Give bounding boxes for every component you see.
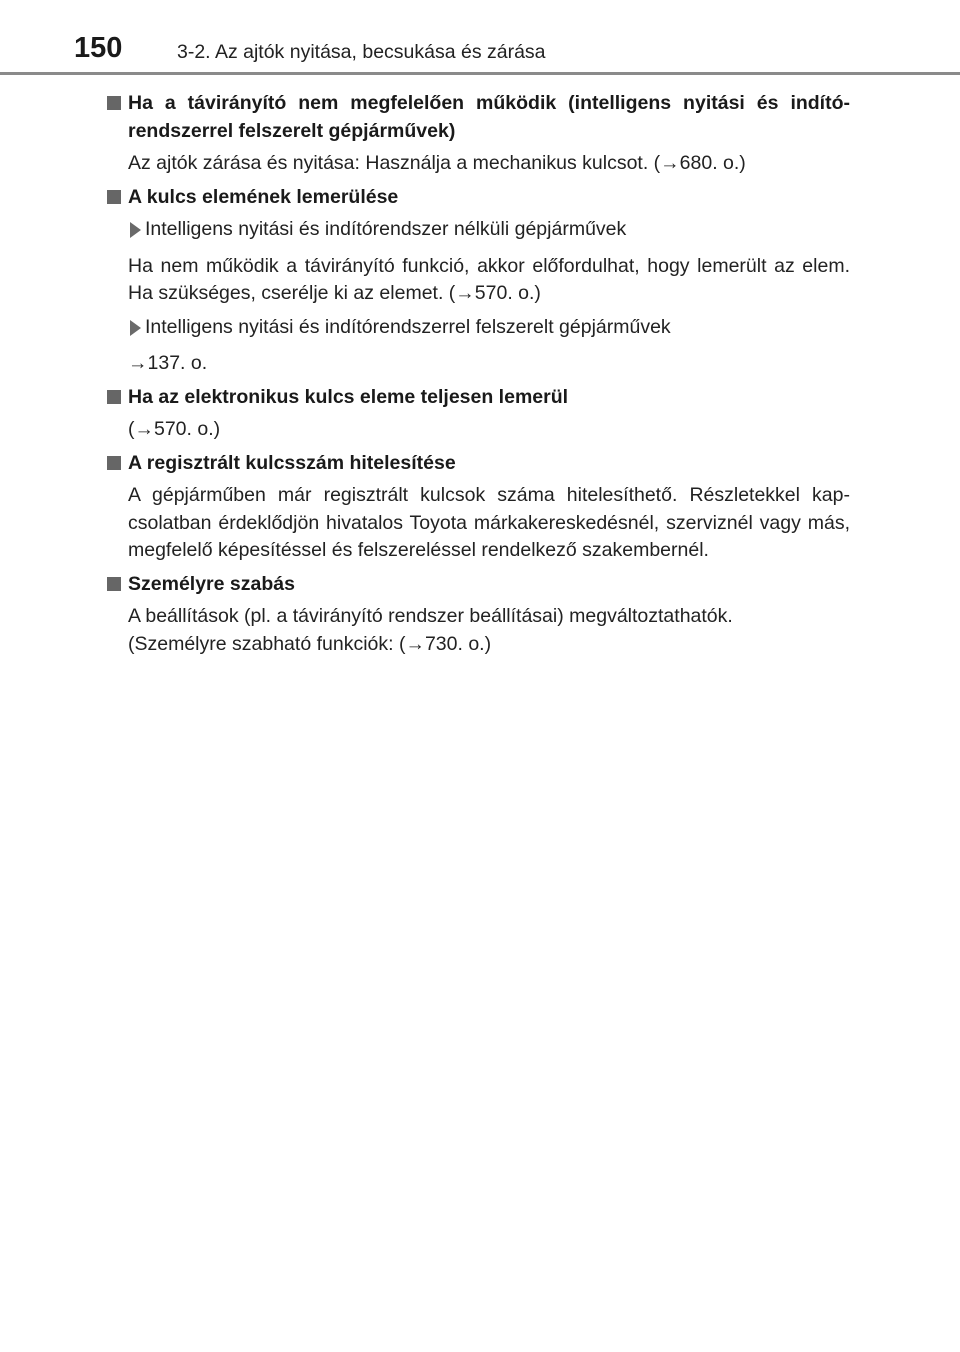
triangle-bullet-icon: [130, 320, 141, 336]
sub-item: [105, 314, 850, 342]
square-bullet-icon: [107, 390, 121, 404]
sub-item: [105, 216, 850, 244]
page-content: [105, 90, 850, 664]
section-text: Ha nem működik a távirányító funkció, akkor előfordulhat, hogy lemerült az elem. Ha szükséges, cserélje ki az elemet. (→570. o.): [128, 254, 850, 304]
header-divider: [0, 72, 960, 75]
section-text: A gépjárműben már regisztrált kulcsok száma hitelesíthető. Részletekkel kap-csolatban érdeklődjön hivatalos Toyota márkakereskedésnél, szerviznél vagy más, megfelelő képesítéssel és felszereléssel rendelkező szakembernél.: [128, 484, 850, 561]
section-title: 3-2. Az ajtók nyitása, becsukása és zárása: [177, 41, 546, 63]
section-heading: [105, 571, 850, 599]
section-text: (Személyre szabható funkciók: (→730. o.): [128, 632, 492, 655]
section-text: (→570. o.): [128, 418, 221, 440]
section-heading: [105, 450, 850, 478]
section-heading: [105, 90, 850, 145]
section-remote-malfunction: [105, 90, 850, 178]
square-bullet-icon: [107, 456, 121, 470]
section-text: Az ajtók zárása és nyitása: Használja a mechanikus kulcsot. (→680. o.): [128, 152, 746, 174]
section-text: →137. o.: [128, 352, 208, 374]
section-heading-text: Ha a távirányító nem megfelelően működik (intelligens nyitási és indító-rendszerrel felszerelt gépjárművek): [128, 92, 850, 142]
section-key-battery: [105, 184, 850, 378]
section-text: A beállítások (pl. a távirányító rendszer beállításai) megváltoztathatók.: [128, 605, 733, 627]
square-bullet-icon: [107, 96, 121, 110]
section-heading-text: Személyre szabás: [128, 572, 295, 595]
sub-item-text: Intelligens nyitási és indítórendszer nélküli gépjárművek: [145, 218, 627, 240]
section-key-number-verification: [105, 450, 850, 565]
section-heading-text: A regisztrált kulcsszám hitelesítése: [128, 451, 456, 474]
sub-item-text: Intelligens nyitási és indítórendszerrel felszerelt gépjárművek: [145, 315, 671, 338]
page-number: 150: [74, 32, 123, 64]
triangle-bullet-icon: [130, 222, 141, 238]
page-header: [0, 0, 960, 80]
section-heading: [105, 384, 850, 412]
section-heading-text: A kulcs elemének lemerülése: [128, 185, 399, 208]
section-heading: [105, 184, 850, 212]
square-bullet-icon: [107, 190, 121, 204]
section-electronic-key-battery: [105, 384, 850, 444]
section-heading-text: Ha az elektronikus kulcs eleme teljesen lemerül: [128, 385, 569, 408]
square-bullet-icon: [107, 577, 121, 591]
section-customization: [105, 571, 850, 659]
